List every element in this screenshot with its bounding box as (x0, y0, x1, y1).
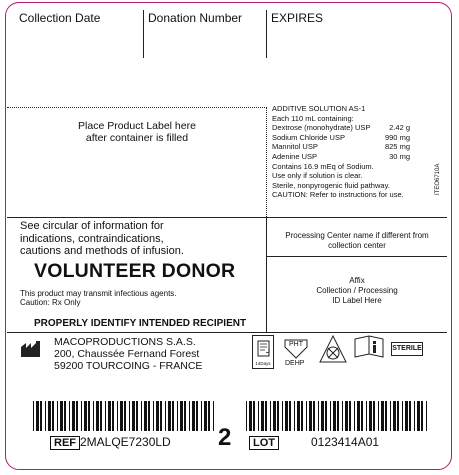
ingredient-amount: 2.42 g (389, 123, 410, 133)
barcode-bar (192, 401, 195, 431)
pht-label: PHT (289, 341, 303, 348)
additive-each: Each 110 mL containing: (272, 113, 354, 123)
barcode-bar (354, 401, 355, 431)
infectious-warning (20, 289, 177, 307)
ingredient-row (272, 123, 410, 133)
barcode-bar (72, 401, 75, 431)
barcode-bar (337, 401, 339, 431)
ingredient-row (272, 152, 410, 162)
barcode-bar (201, 401, 202, 431)
infectious-text: This product may transmit infectious agents. (20, 289, 177, 298)
barcode-bar (397, 401, 399, 431)
barcode-bar (196, 401, 198, 431)
barcode-bar (57, 401, 58, 431)
circular-line: cautions and methods of infusion. (20, 245, 184, 257)
barcode-bar (273, 401, 276, 431)
barcode-bar (342, 401, 343, 431)
lot-value: 0123414A01 (311, 435, 380, 449)
barcode-bar (321, 401, 324, 431)
barcode-bar (40, 401, 42, 431)
processing-center (268, 231, 446, 251)
ingredient-amount: 990 mg (384, 132, 410, 142)
product-label-line: after container is filled (85, 132, 189, 144)
barcode-bar (184, 401, 186, 431)
manufacturer-name: MACOPRODUCTIONS S.A.S. (54, 336, 196, 348)
pht-icon (283, 334, 309, 360)
lower-divider (7, 332, 447, 333)
barcode-bar (306, 401, 307, 431)
additive-solution-block (272, 104, 410, 200)
manufacturer-street: 200, Chaussée Fernand Forest (54, 348, 200, 360)
clear-notice: Use only if solution is clear. (272, 171, 363, 181)
affix-line: Affix (349, 276, 365, 285)
manufacturer-city: 59200 TOURCOING - FRANCE (54, 360, 203, 372)
manufacturer-icon (20, 340, 44, 363)
processing-divider (267, 256, 447, 257)
barcode-bar (156, 401, 159, 431)
barcode-bar (381, 401, 384, 431)
barcode-bar (330, 401, 331, 431)
barcode-bar (282, 401, 283, 431)
barcode-bar (132, 401, 135, 431)
barcode-bar (100, 401, 102, 431)
barcode-bar (148, 401, 150, 431)
side-code: ITEO6710A (435, 163, 441, 195)
barcode-bar (318, 401, 319, 431)
affix-line: ID Label Here (332, 296, 382, 305)
barcode-bar (180, 401, 183, 431)
header-divider (266, 10, 267, 58)
barcode-bar (414, 401, 415, 431)
do-not-reuse-icon (318, 334, 348, 366)
ingredient-name: Mannitol USP (272, 142, 318, 152)
barcode-bar (421, 401, 423, 431)
barcode-bar (204, 401, 207, 431)
barcode-bar (390, 401, 391, 431)
sterile-icon (391, 342, 423, 356)
ingredient-amount: 825 mg (384, 142, 410, 152)
barcode-bar (168, 401, 171, 431)
barcode-bar (96, 401, 99, 431)
barcode-bar (76, 401, 78, 431)
processing-line: collection center (328, 241, 386, 250)
ref-value: 2MALQE7230LD (80, 435, 171, 449)
barcode-bar (144, 401, 147, 431)
circular-line: indications, contraindications, (20, 232, 164, 245)
barcode-bar (165, 401, 166, 431)
barcode-bar (246, 401, 247, 431)
ingredient-name: Sodium Chloride USP (272, 132, 345, 142)
processing-line: Processing Center name if different from (285, 231, 429, 240)
barcode-bar (208, 401, 210, 431)
barcode-bar (393, 401, 396, 431)
middle-vertical-divider (266, 217, 267, 333)
product-label-line: Place Product Label here (78, 120, 196, 132)
barcode-bar (105, 401, 106, 431)
ref-label: REF (50, 436, 80, 450)
barcode-bar (84, 401, 87, 431)
identify-recipient: PROPERLY IDENTIFY INTENDED RECIPIENT (34, 318, 247, 329)
barcode-bar (93, 401, 94, 431)
dehp-label: DEHP (285, 360, 305, 367)
barcode-bar (265, 401, 267, 431)
barcode-bar (64, 401, 66, 431)
middle-divider (7, 217, 447, 218)
barcode-bar (48, 401, 51, 431)
barcode-bar (294, 401, 295, 431)
barcode-bar (189, 401, 190, 431)
barcode-bar (309, 401, 312, 431)
barcode-bar (301, 401, 303, 431)
ingredient-name: Adenine USP (272, 151, 318, 161)
barcode-bar (108, 401, 111, 431)
barcode-bar (402, 401, 403, 431)
barcode-bar (141, 401, 142, 431)
barcode-bar (369, 401, 372, 431)
sodium-content: Contains 16.9 mEq of Sodium. (272, 161, 374, 171)
header-divider (143, 10, 144, 58)
barcode-bar (277, 401, 279, 431)
barcode-bar (153, 401, 154, 431)
expires-label: EXPIRES (271, 11, 324, 25)
barcode-bar (366, 401, 367, 431)
barcode-bar (333, 401, 336, 431)
product-label-placeholder (7, 120, 267, 144)
barcode-bar (177, 401, 178, 431)
use-by-days-icon (252, 335, 274, 369)
barcode-bar (81, 401, 82, 431)
barcode-bar (136, 401, 138, 431)
ingredient-amount: 30 mg (389, 151, 410, 161)
barcode-bar (325, 401, 327, 431)
caution-notice: CAUTION: Refer to instructions for use. (272, 190, 404, 200)
product-label-top-border (7, 107, 267, 108)
ref-barcode (33, 401, 216, 431)
sterile-label: STERILE (392, 345, 422, 352)
barcode-bar (409, 401, 411, 431)
barcode-bar (349, 401, 351, 431)
barcode-bar (289, 401, 291, 431)
barcode-bar (172, 401, 174, 431)
consult-instructions-icon (354, 335, 384, 359)
days-label: 14Days (255, 361, 271, 366)
barcode-bar (258, 401, 259, 431)
barcode-bar (405, 401, 408, 431)
barcode-bar (117, 401, 118, 431)
volunteer-donor-title: VOLUNTEER DONOR (34, 260, 236, 282)
barcode-bar (313, 401, 315, 431)
manufacturer-address (54, 336, 202, 372)
barcode-bar (52, 401, 54, 431)
barcode-bar (60, 401, 63, 431)
barcode-bar (160, 401, 162, 431)
barcode-bar (69, 401, 70, 431)
barcode-bar (253, 401, 255, 431)
barcode-bar (297, 401, 300, 431)
rx-caution: Caution: Rx Only (20, 298, 81, 307)
barcode-bar (249, 401, 252, 431)
barcode-bar (33, 401, 34, 431)
barcode-bar (112, 401, 114, 431)
barcode-bar (120, 401, 123, 431)
barcode-bar (285, 401, 288, 431)
barcode-bar (378, 401, 379, 431)
lot-label: LOT (249, 436, 279, 450)
ingredient-row (272, 133, 410, 143)
barcode-bar (270, 401, 271, 431)
barcode-bar (261, 401, 264, 431)
collection-date-label: Collection Date (19, 11, 101, 25)
barcode-bar (129, 401, 130, 431)
lot-barcode (246, 401, 429, 431)
additive-title: ADDITIVE SOLUTION AS-1 (272, 104, 366, 113)
barcode-bar (426, 401, 427, 431)
barcode-bar (124, 401, 126, 431)
affix-label-area (268, 276, 446, 306)
barcode-bar (361, 401, 363, 431)
barcode-bar (36, 401, 39, 431)
donation-number-label: Donation Number (148, 11, 243, 25)
barcode-bar (213, 401, 214, 431)
barcode-bar (88, 401, 90, 431)
barcode-bar (345, 401, 348, 431)
circular-line: See circular of information for (20, 220, 164, 232)
barcode-bar (385, 401, 387, 431)
ingredient-row (272, 142, 410, 152)
big-number: 2 (218, 424, 232, 451)
affix-line: Collection / Processing (316, 286, 398, 295)
barcode-bar (373, 401, 375, 431)
ingredient-name: Dextrose (monohydrate) USP (272, 123, 371, 133)
barcode-bar (45, 401, 46, 431)
circular-info (20, 220, 184, 258)
barcode-bar (357, 401, 360, 431)
barcode-bar (417, 401, 420, 431)
sterile-notice: Sterile, nonpyrogenic fluid pathway. (272, 180, 390, 190)
